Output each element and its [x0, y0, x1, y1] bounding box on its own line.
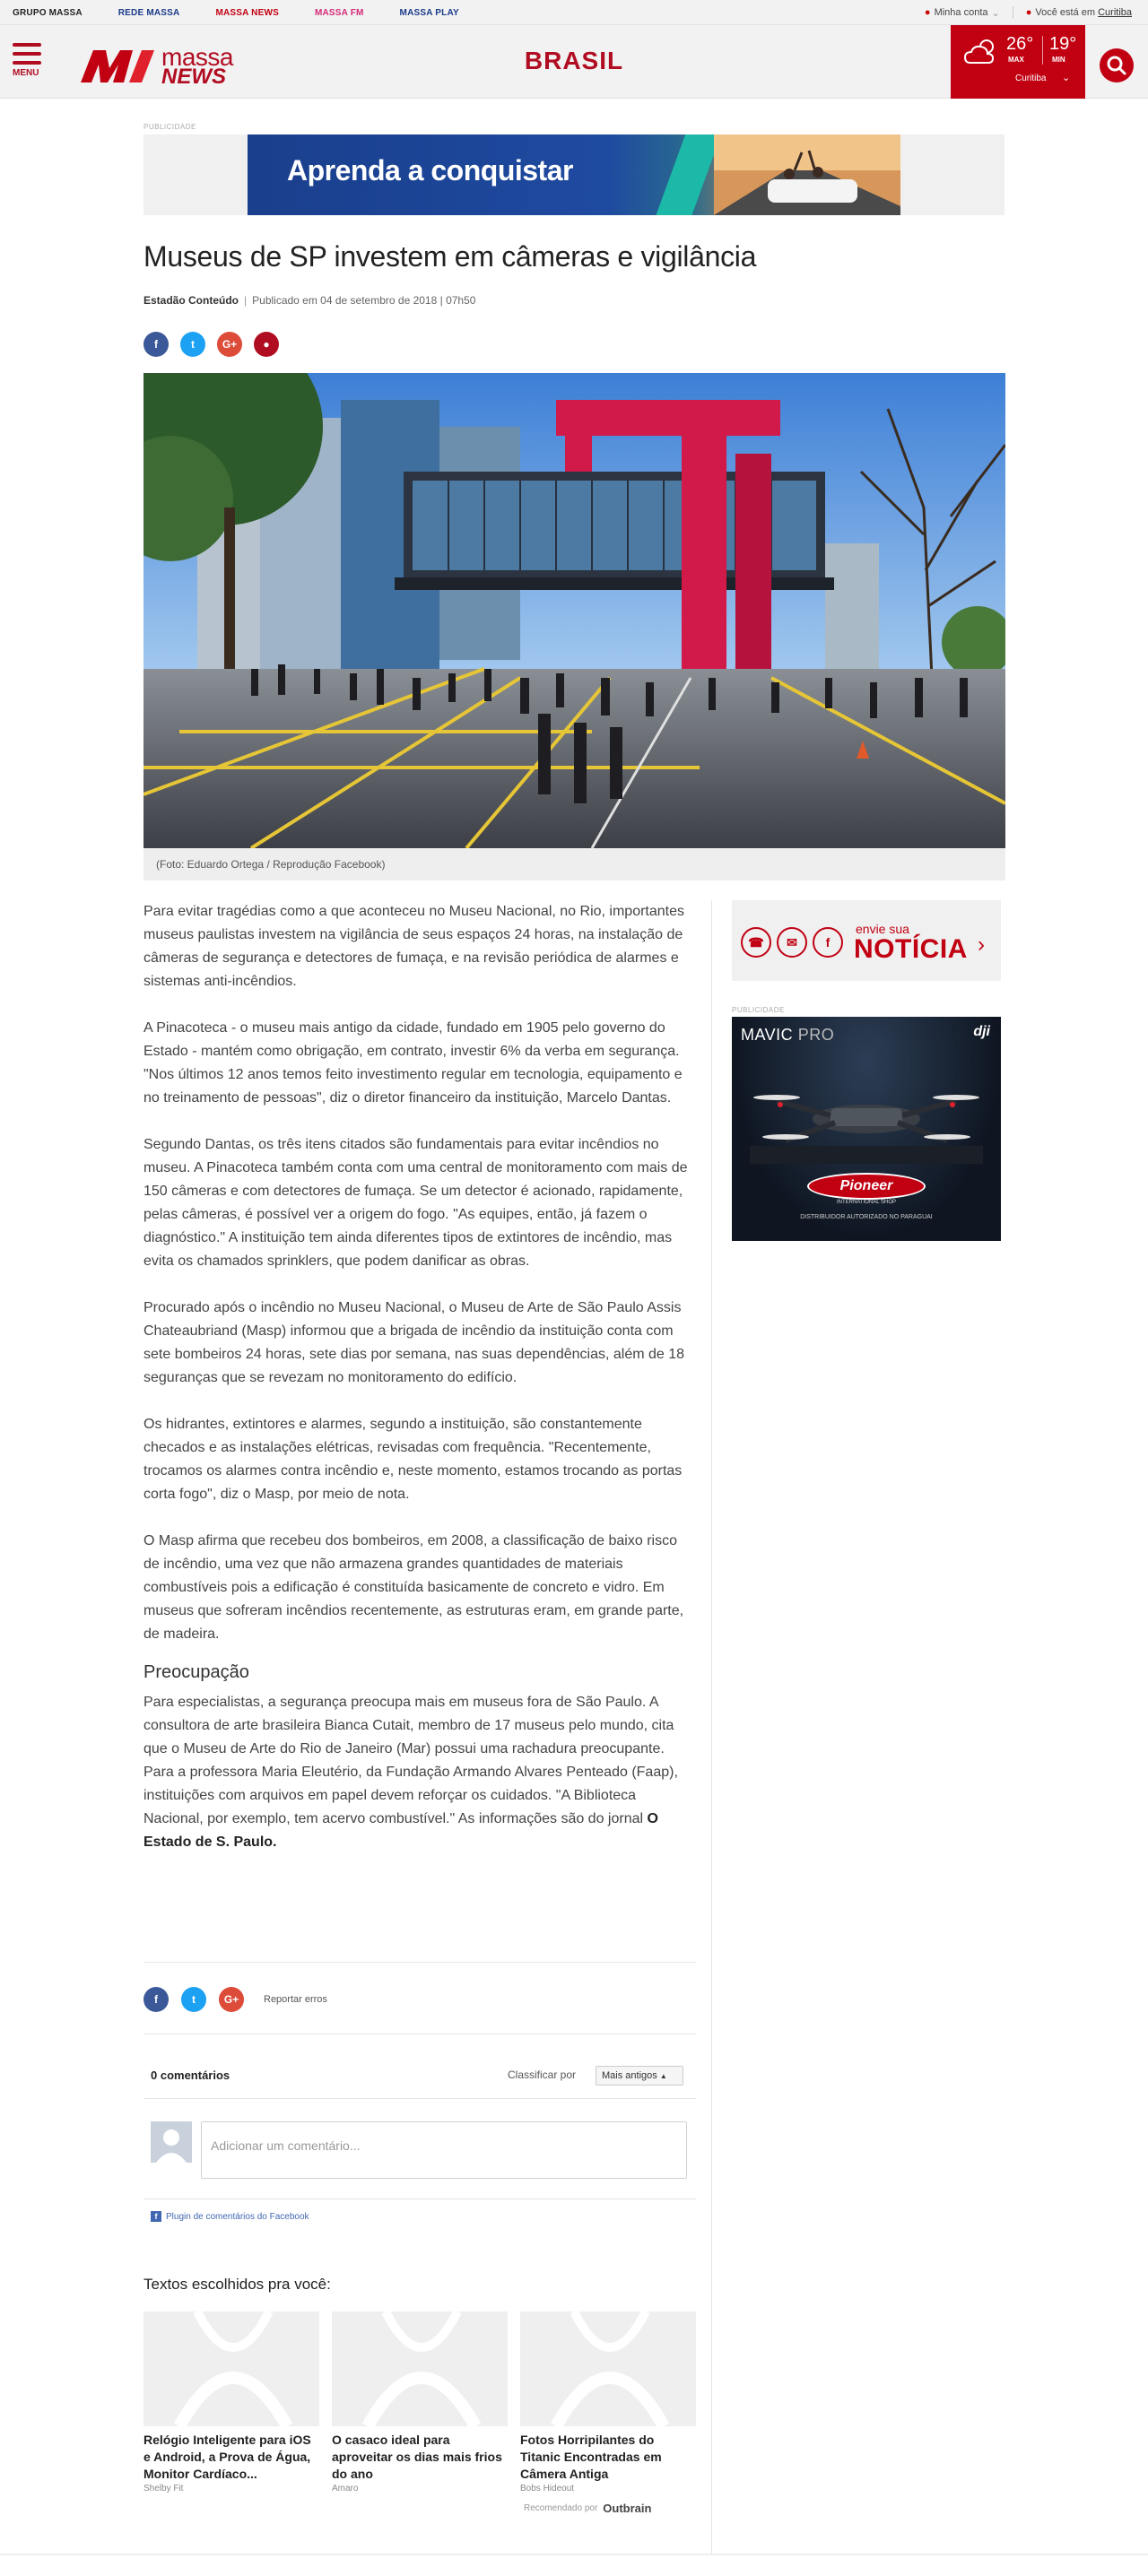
recommendation-thumbnail: [332, 2311, 508, 2426]
ad-banner-text: Aprenda a conquistar: [287, 154, 573, 186]
drone-image: [750, 1065, 983, 1164]
chevron-down-icon: ⌄: [991, 7, 1000, 19]
comments-count: 0 comentários: [151, 2069, 230, 2082]
byline-separator: |: [244, 294, 248, 307]
placeholder-image: [332, 2311, 508, 2426]
weather-widget[interactable]: [951, 25, 1085, 99]
link-massa-news[interactable]: MASSA NEWS: [215, 7, 279, 18]
top-right: [925, 0, 1132, 25]
ad-sidebar-dji[interactable]: [732, 1017, 1001, 1241]
account-link[interactable]: Minha conta: [934, 7, 988, 18]
weather-divider: [1042, 36, 1043, 65]
article-title: Museus de SP investem em câmeras e vigilância: [144, 240, 757, 273]
site-logo[interactable]: [79, 43, 258, 89]
recommendation-headline: Relógio Inteligente para iOS e Android, a Prova de Água, Monitor Cardíaco...: [144, 2433, 311, 2481]
ad-label: PUBLICIDADE: [144, 123, 196, 131]
masp-museum-image: [144, 373, 1005, 848]
facebook-share-button[interactable]: [144, 1987, 169, 2012]
outbrain-credit[interactable]: [524, 2502, 651, 2515]
temp-max-label: MAX: [1008, 56, 1024, 64]
temp-min-label: MIN: [1052, 56, 1065, 64]
divider: [144, 2098, 696, 2099]
facebook-icon: f: [154, 338, 158, 351]
user-icon: ●: [924, 7, 931, 18]
facebook-icon: f: [813, 927, 843, 958]
paragraph: O Masp afirma que recebeu dos bombeiros, em 2008, a classificação de baixo risco de incêndio, uma vez que não armazena grandes quantidades de materiais combustíveis pois a edificação é constituída basicamente de concreto e vidro. Em museus que sofreram incêndios recentemente, as estruturas eram, em grande parte, de madeira.: [144, 1533, 684, 1642]
hamburger-bar: [13, 61, 41, 65]
google-plus-icon: G+: [222, 338, 238, 351]
logo-text-bottom: NEWS: [161, 65, 226, 89]
sort-select[interactable]: [596, 2066, 683, 2086]
recommendations-title: Textos escolhidos pra você:: [144, 2276, 331, 2293]
facebook-icon: f: [154, 1993, 158, 2006]
paragraph: Segundo Dantas, os três itens citados são fundamentais para evitar incêndios no museu. A Pinacoteca também conta com uma central de monitoramento com mais de 150 câmeras e com detectores de fumaça. Se um detector é acionado, rapidamente, pelas câmeras, é possível ver a origem do fogo. "As equipes, então, já fazem o diagnóstico." A instituição tem ainda diferentes tipos de extintores de incêndio, mas evita os chamados sprinklers, que podem danificar as obras.: [144, 1137, 688, 1269]
search-icon: [1100, 48, 1134, 82]
logo-text-top: massa: [161, 43, 233, 71]
dji-logo: dji: [973, 1024, 990, 1039]
ad-top-container: [144, 134, 1004, 215]
cloud-sun-icon: [963, 38, 999, 66]
send-news-top: envie sua: [856, 922, 909, 936]
column-divider: [711, 900, 712, 2555]
recommendation-headline: Fotos Horripilantes do Titanic Encontradas em Câmera Antiga: [520, 2433, 662, 2481]
recommendation-card[interactable]: [332, 2311, 508, 2494]
recommendation-thumbnail: [520, 2311, 696, 2426]
ad-car-image: [714, 134, 900, 215]
twitter-share-button[interactable]: [181, 1987, 206, 2012]
send-news-banner[interactable]: [732, 900, 1001, 981]
comment-input[interactable]: Adicionar um comentário...: [201, 2121, 687, 2179]
sort-value: Mais antigos: [602, 2070, 657, 2081]
site-header: [0, 25, 1148, 99]
recommendation-card[interactable]: [144, 2311, 319, 2494]
weather-city: Curitiba: [1015, 74, 1047, 83]
send-news-bottom: NOTÍCIA: [854, 934, 968, 964]
google-plus-share-button[interactable]: [217, 332, 242, 357]
menu-label: MENU: [13, 68, 39, 78]
location-city[interactable]: Curitiba: [1098, 7, 1132, 18]
link-rede-massa[interactable]: REDE MASSA: [117, 7, 180, 18]
report-errors-link[interactable]: Reportar erros: [264, 1994, 327, 2005]
search-button[interactable]: [1100, 48, 1134, 82]
recommendation-source: Amaro: [332, 2484, 359, 2494]
distributor-text: DISTRIBUIDOR AUTORIZADO NO PARAGUAI: [800, 1214, 933, 1220]
link-massa-play[interactable]: MASSA PLAY: [399, 7, 459, 18]
paragraph: A Pinacoteca - o museu mais antigo da cidade, fundado em 1905 pelo governo do Estado - mantém como obrigação, em contrato, investir 6% da verba em segurança. "Nos últimos 12 anos temos feito investimento regular em tecnologia, equipamento e no treinamento de pessoas", diz o diretor financeiro da instituição, Marcelo Dantas.: [144, 1020, 683, 1106]
email-icon: ✉: [777, 927, 807, 958]
pioneer-sub: INTERNATIONAL SHOP: [836, 1200, 896, 1205]
hamburger-bar: [13, 52, 41, 56]
paragraph-final: [144, 1691, 696, 1854]
comments-button[interactable]: [254, 332, 279, 357]
page-bottom-border: [0, 2554, 1148, 2555]
facebook-share-button[interactable]: [144, 332, 169, 357]
paragraph: Procurado após o incêndio no Museu Nacional, o Museu de Arte de São Paulo Assis Chateaubriand (Masp) informou que a brigada de incêndio da instituição conta com sete bombeiros 24 horas, sete dias por semana, nas suas dependências, além de 18 seguranças que se revezam no monitoramento do edifício.: [144, 1300, 685, 1385]
photo-caption: (Foto: Eduardo Ortega / Reprodução Facebook): [144, 848, 1005, 880]
ad-product-name: [741, 1026, 834, 1045]
paragraph: Para evitar tragédias como a que aconteceu no Museu Nacional, no Rio, importantes museus paulistas investem na vigilância de seus espaços 24 horas, na instalação de câmeras de segurança e detectores de fumaça, e na revisão periódica de alarmes e sistemas anti-incêndios.: [144, 904, 685, 989]
byline: [144, 294, 475, 307]
outbrain-logo: Outbrain: [603, 2502, 652, 2515]
article-body: [144, 900, 696, 1878]
chevron-right-icon: ›: [978, 932, 985, 957]
ad-banner-top[interactable]: [248, 134, 900, 215]
twitter-icon: t: [192, 1993, 196, 2006]
location-pin-icon: ●: [1025, 7, 1032, 18]
temp-min: 19°: [1049, 34, 1077, 54]
source-bold: O Estado de S. Paulo.: [144, 1811, 658, 1850]
chevron-down-icon: ⌄: [1062, 73, 1071, 83]
facebook-plugin-text: Plugin de comentários do Facebook: [166, 2211, 309, 2222]
recommendation-source: Shelby Fit: [144, 2484, 184, 2494]
placeholder-image: [520, 2311, 696, 2426]
temp-max: 26°: [1006, 34, 1034, 54]
hamburger-icon: [13, 43, 41, 47]
recommendation-source: Bobs Hideout: [520, 2484, 575, 2494]
divider: [144, 1962, 696, 1963]
outbrain-prefix: Recomendado por: [524, 2503, 598, 2513]
top-bar: [0, 0, 1148, 25]
ad-label: PUBLICIDADE: [732, 1006, 785, 1014]
final-paragraph-text: Para especialistas, a segurança preocupa mais em museus fora de São Paulo. A consultora de arte brasileira Bianca Cutait, membro de 17 museus pelo mundo, cita que o Museu de Arte do Rio de Janeiro (Mar) possui uma rachadura preocupante. Para a professora Maria Eleutério, da Fundação Armando Alvares Penteado (Faap), instituições com arquivos em papel devem reforçar os cuidados. "A Biblioteca Nacional, por exemplo, tem acervo combustível." As informações são do jornal: [144, 1695, 678, 1826]
share-bar-bottom: [144, 1987, 327, 2012]
subheading: Preocupação: [144, 1662, 249, 1682]
twitter-icon: t: [191, 338, 195, 351]
menu-button[interactable]: [13, 43, 45, 86]
logo-m-icon: [79, 47, 156, 84]
pioneer-logo: Pioneer: [807, 1173, 926, 1200]
sort-label: Classificar por: [508, 2069, 577, 2081]
location-prefix: Você está em: [1035, 7, 1096, 18]
share-bar-top: [144, 332, 291, 357]
ad-product: MAVIC: [741, 1026, 794, 1044]
avatar: [151, 2121, 192, 2163]
recommendation-thumbnail: [144, 2311, 319, 2426]
section-title[interactable]: BRASIL: [524, 47, 624, 74]
select-arrow-icon: ▲: [659, 2072, 667, 2080]
twitter-share-button[interactable]: [180, 332, 205, 357]
paragraph: Os hidrantes, extintores e alarmes, segundo a instituição, são constantemente checados e as instalações elétricas, revisadas com frequência. "Recentemente, trocamos os alarmes contra incêndio e, neste momento, estamos trocando as portas corta fogo", diz o Masp, por meio de nota.: [144, 1417, 683, 1502]
article-photo: [144, 373, 1005, 848]
author[interactable]: Estadão Conteúdo: [144, 294, 239, 307]
facebook-plugin-link[interactable]: [151, 2211, 309, 2222]
network-links: [13, 0, 495, 25]
placeholder-image: [144, 2311, 319, 2426]
google-plus-share-button[interactable]: [219, 1987, 244, 2012]
whatsapp-icon: ☎: [741, 927, 771, 958]
link-massa-fm[interactable]: MASSA FM: [314, 7, 364, 18]
google-plus-icon: G+: [223, 1993, 239, 2006]
user-avatar-icon: [151, 2121, 192, 2163]
recommendation-headline: O casaco ideal para aproveitar os dias mais frios do ano: [332, 2433, 502, 2481]
link-grupo-massa[interactable]: GRUPO MASSA: [13, 7, 83, 18]
facebook-icon: f: [151, 2211, 161, 2222]
recommendation-card[interactable]: [520, 2311, 696, 2494]
comment-icon: ●: [263, 338, 270, 351]
publish-date: Publicado em 04 de setembro de 2018 | 07h50: [252, 294, 476, 307]
ad-product-suffix: PRO: [797, 1026, 835, 1044]
